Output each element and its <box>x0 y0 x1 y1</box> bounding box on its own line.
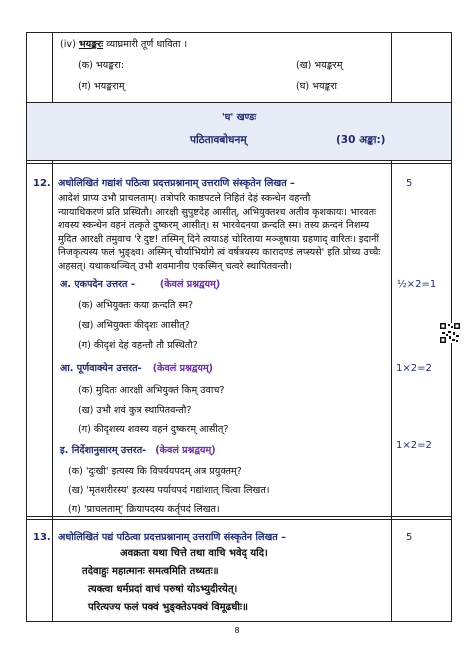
prev-option-ka: (क) भयङ्करा: <box>78 60 124 71</box>
part-b-heading: आ. पूर्णवाक्येन उत्तरत- (केवलं प्रश्नद्वयम्) <box>60 363 214 374</box>
question-number: 13. <box>33 532 51 543</box>
prev-option-gha: (घ) भयङ्करा <box>296 81 337 92</box>
section-band <box>27 102 451 160</box>
question-instruction: अधोलिखितं गद्यांशं पठित्वा प्रदत्तप्रश्नानाम् उत्तराणि संस्कृतेन लिखत – <box>58 178 295 189</box>
prev-option-kha: (ख) भयङ्करम् <box>296 60 343 71</box>
passage-line: अहसत्। यथाकथञ्चित् उभौ शवमानीय एकस्मिन् चत्वरे स्थापितवन्तौ। <box>58 260 292 272</box>
verse-line: त्यक्त्वा धर्मप्रदां वाचं परुषां योऽभ्युदीरयेत्। <box>88 584 238 595</box>
part-c-question: (ख) 'मृतशरीरस्य' इत्यस्य पर्यायपदं गद्यांशात् चित्वा लिखत। <box>68 485 270 496</box>
passage-line: निजकृत्यस्य फलं भुङ्क्ष्व। अस्मिन् चौर्याभियोगे त्वं वर्षत्रयस्य कारादण्डं लप्स्यसे' इति प्रोच्य उच्चैः <box>58 247 381 258</box>
passage-line: शवस्य स्कन्धेन वहनं तत्कृते दुष्करम् आसीत्। स भारवेदनया क्रन्दति स्म। तस्य क्रन्दनं निशम्य <box>58 220 370 231</box>
row-rule-double <box>26 516 452 520</box>
page-number: 8 <box>234 626 240 635</box>
question-instruction: अधोलिखितं पद्यं पठित्वा प्रदत्तप्रश्नानाम् उत्तराणि संस्कृतेन लिखत – <box>58 532 286 543</box>
verse-line: अवक्रता यथा चित्ते तथा वाचि भवेद् यदि। <box>120 548 268 559</box>
part-a-question: (ग) कीदृशं देहं वहन्तौ तौ प्रस्थितौ? <box>78 340 198 351</box>
part-c-question: (ग) 'प्राचलताम्' क्रियापदस्य कर्तृपदं लिखत। <box>68 504 220 515</box>
part-a-question: (ख) अभियुक्तः कीदृशः आसीत्? <box>78 320 190 331</box>
part-b-question: (ख) उभौ शवं कुत्र स्थापितवन्तौ? <box>78 405 192 416</box>
question-marks: 5 <box>406 532 413 543</box>
passage-line: मुदित आरक्षी तमुवाच 'रे दुष्ट! तस्मिन् दिने त्वयाऽहं चोरिताया मञ्जूषाया ग्रहणाद् वारितः। इदानीं <box>58 233 379 245</box>
verse-line: तदेवाहुः महात्मानः समत्वमिति तथ्यतः॥ <box>82 566 219 577</box>
part-b-question: (क) मुदितः आरक्षी अभियुक्तं किम् उवाच? <box>78 385 225 396</box>
part-a-heading: अ. एकपदेन उत्तरत - (केवलं प्रश्नद्वयम्) <box>60 279 221 290</box>
question-number: 12. <box>33 178 51 189</box>
part-c-marks: 1×2=2 <box>396 440 432 451</box>
part-c-heading: इ. निर्देशानुसारम् उत्तरत- (केवलं प्रश्नद्वयम्) <box>60 445 216 456</box>
qr-code-icon <box>440 323 460 343</box>
prev-option-ga: (ग) भयङ्कराम् <box>78 81 125 92</box>
row-rule-double <box>26 160 452 164</box>
passage-line: न्यायाधिकरणं प्रति प्रस्थितौ। आरक्षी सुपुष्टदेह आसीत्, अभियुक्तश्च अतीव कृशकायः। भारवतः <box>58 206 377 218</box>
question-marks: 5 <box>406 178 413 189</box>
passage-line: आदेशं प्राप्य उभौ प्राचलताम्। तत्रोपरि काष्ठपटले निहितं देहं स्कन्धेन वहन्तौ <box>58 193 311 204</box>
part-a-question: (क) अभियुक्तः कया क्रन्दति स्म? <box>78 300 194 311</box>
part-c-question: (क) 'दुःखी' इत्यस्य कि विपर्ययपदम् अत्र प्रयुक्तम्? <box>68 466 242 477</box>
row-rule <box>26 102 452 103</box>
part-b-marks: 1×2=2 <box>396 363 432 374</box>
section-marks: (30 अङ्का:) <box>336 134 386 146</box>
section-title: 'घ' खण्डः <box>221 112 257 123</box>
verse-line: परित्यज्य फलं पक्वं भुङ्क्तेऽपक्वं विमूढधीः॥ <box>88 602 249 613</box>
prev-item-iv: (iv) भयङ्करः व्याघ्रमारी तूर्णं धाविता । <box>60 39 188 50</box>
part-a-marks: ½×2=1 <box>397 279 437 290</box>
part-b-question: (ग) कीदृशस्य शवस्य वहनं दुष्करम् आसीत्? <box>78 424 229 435</box>
section-subtitle: पठितावबोधनम् <box>190 134 247 146</box>
